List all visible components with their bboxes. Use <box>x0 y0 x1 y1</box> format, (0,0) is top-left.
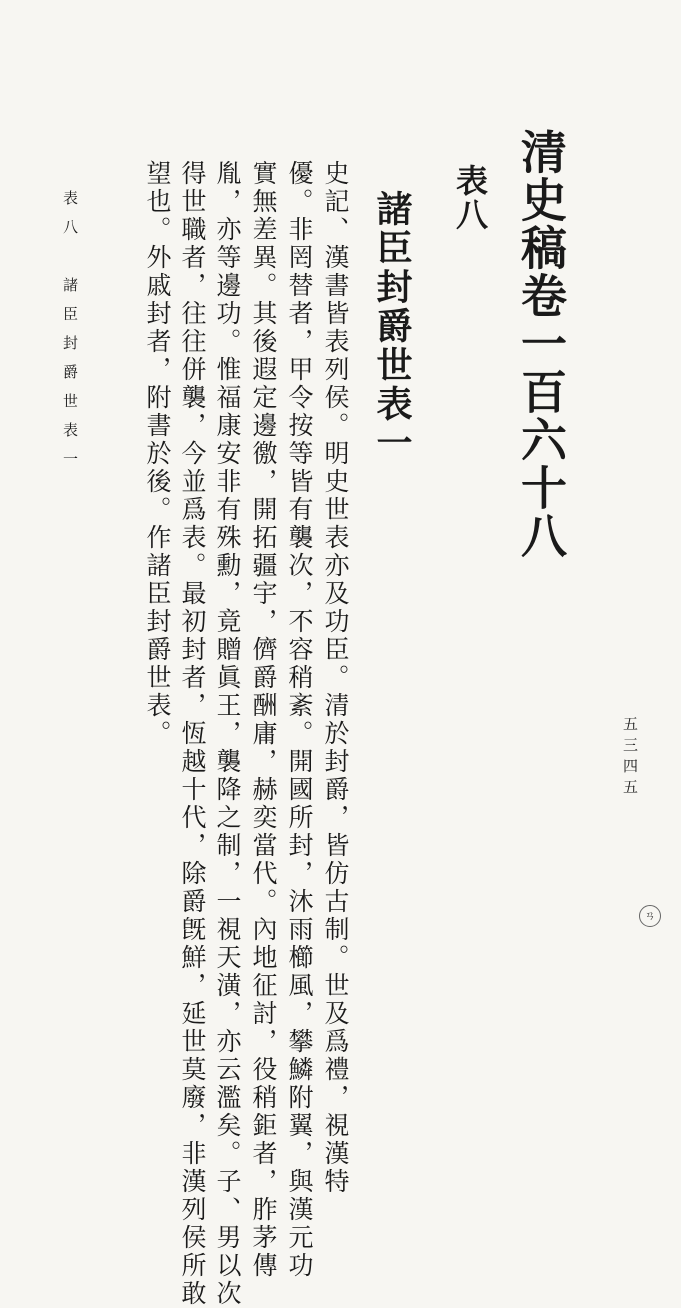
body-column-1: 史記、漢書皆表列侯。明史世表亦及功臣。清於封爵，皆仿古制。世及爲禮，視漢特 <box>321 160 350 1196</box>
volume-title: 清史稿卷一百六十八 <box>514 128 568 560</box>
body-column-3: 實無差異。其後遐定邊徼，開拓疆宇，儕爵酬庸，赫奕當代。內地征討，役稍鉅者，胙茅傳 <box>249 160 278 1280</box>
section-label: 表八 <box>451 164 489 232</box>
body-column-4: 胤，亦等邊功。惟福康安非有殊勳，竟贈眞王，襲降之制，一視天潢，亦云濫矣。子、男以次 <box>213 160 242 1308</box>
body-column-6: 望也。外戚封者，附書於後。作諸臣封爵世表。 <box>143 160 172 748</box>
corner-mark: ㄢ <box>639 905 661 927</box>
body-column-2: 優。非罔替者，甲令按等皆有襲次，不容稍紊。開國所封，沐雨櫛風，攀鱗附翼，與漢元功 <box>285 160 314 1280</box>
table-subtitle: 諸臣封爵世表一 <box>371 190 413 463</box>
body-column-5: 得世職者，往往併襲，今並爲表。最初封者，恆越十代，除爵旣鮮，延世莫廢，非漢列侯所敢 <box>178 160 207 1308</box>
page-number: 五三四五 <box>621 716 639 800</box>
margin-running-title: 表八 諸臣封爵世表一 <box>61 190 79 480</box>
